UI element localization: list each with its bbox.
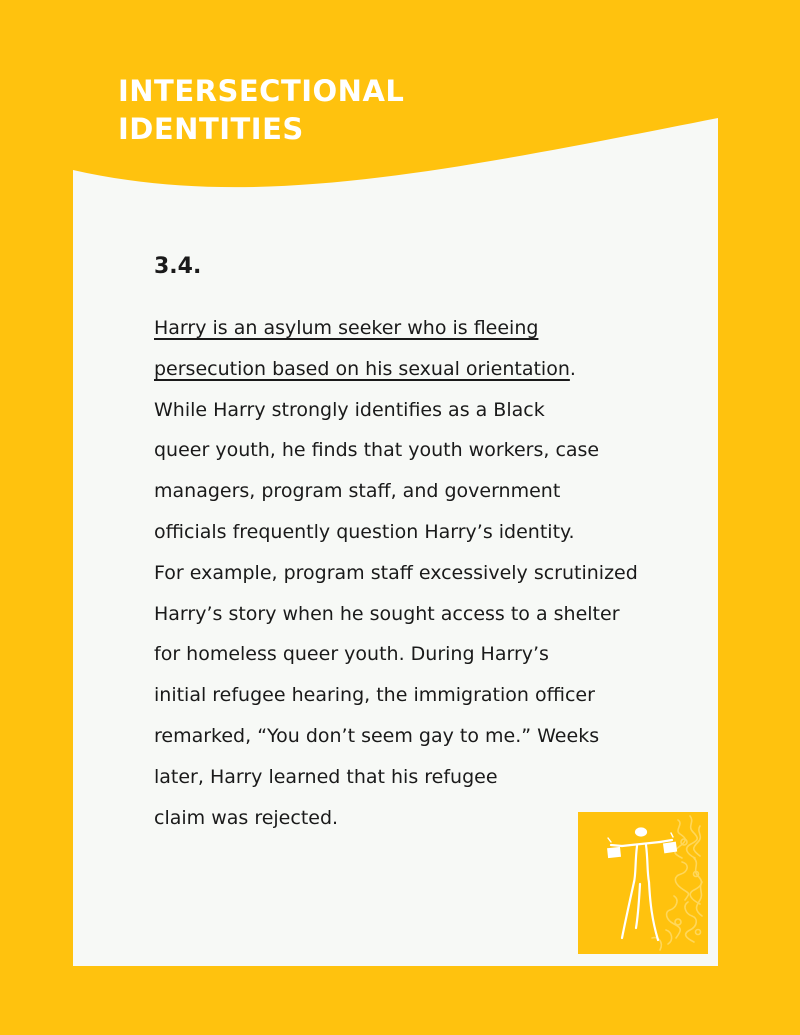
card-title-line-2: IDENTITIES — [118, 112, 304, 146]
person-holding-papers-icon — [578, 812, 708, 954]
story-highlight-2: persecution based on his sexual orientation — [154, 357, 570, 380]
story-highlight-1: Harry is an asylum seeker who is fleeing — [154, 317, 539, 339]
story-line-10: initial refugee hearing, the immigration officer — [154, 684, 595, 707]
story-line-2 — [154, 349, 654, 390]
story-line-7: For example, program staff excessively scrutinized — [154, 561, 638, 584]
card-title-line-1: INTERSECTIONAL — [118, 74, 405, 108]
story-line-3: While Harry strongly identifies as a Black — [154, 398, 545, 421]
story-line-2-period: . — [569, 357, 576, 380]
story-line-12: later, Harry learned that his refugee — [154, 765, 498, 788]
card-title — [118, 72, 518, 148]
story-line-6: officials frequently question Harry’s identity. — [154, 520, 575, 543]
story-line-4: queer youth, he finds that youth workers, case — [154, 439, 600, 462]
story-text — [154, 308, 654, 838]
story-line-5: managers, program staff, and government — [154, 480, 561, 503]
section-number: 3.4. — [154, 254, 202, 279]
story-line-1 — [154, 308, 654, 349]
story-line-8: Harry’s story when he sought access to a shelter — [154, 602, 620, 625]
story-line-9: for homeless queer youth. During Harry’s — [154, 643, 549, 666]
story-line-11: remarked, “You don’t seem gay to me.” Weeks — [154, 724, 600, 747]
story-line-13: claim was rejected. — [154, 806, 339, 829]
